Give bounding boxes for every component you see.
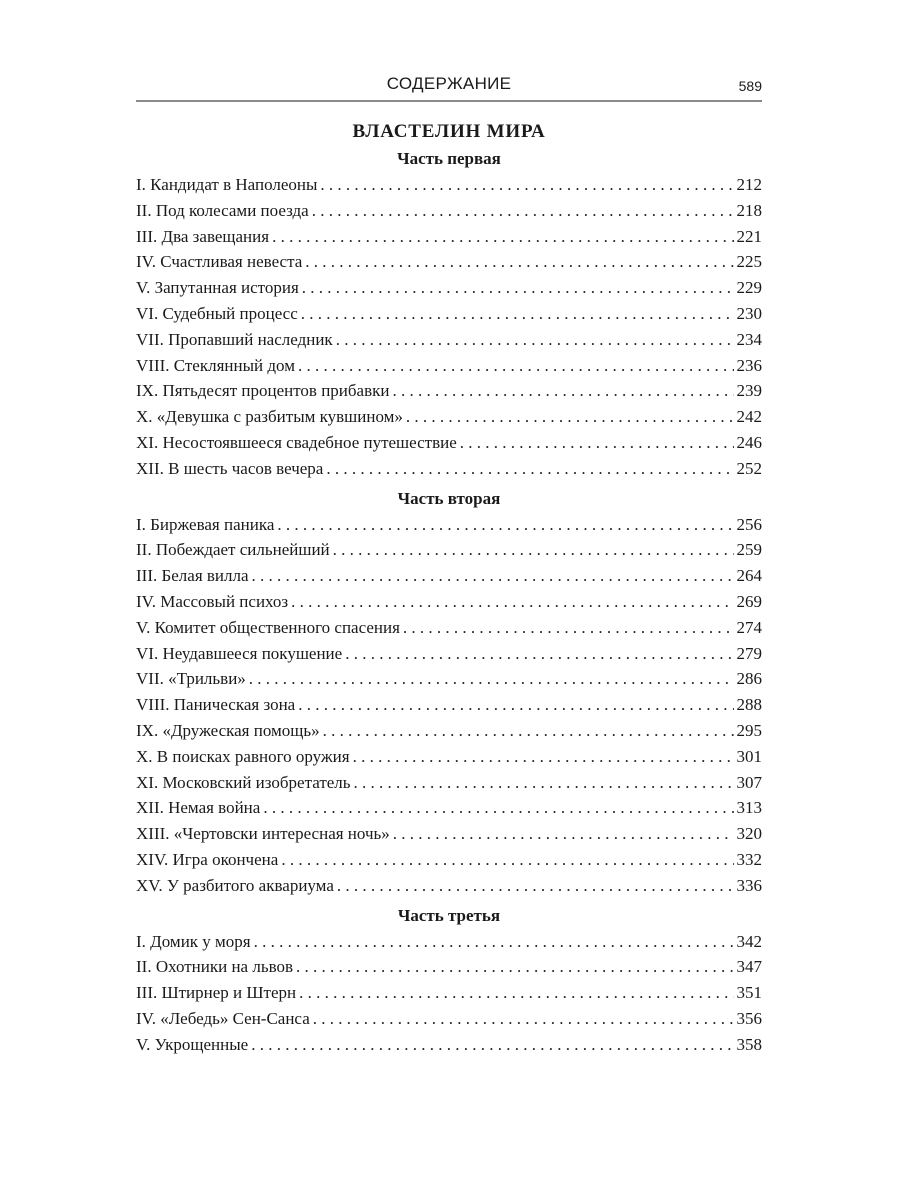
toc-entry-page-number: 229 [736, 278, 762, 298]
dot-leader [460, 430, 734, 456]
toc-entry-title: IV. «Лебедь» Сен-Санса [136, 1008, 310, 1028]
toc-entry-page-number: 295 [736, 720, 762, 740]
toc-entry-title: VII. Пропавший наследник [136, 329, 333, 349]
toc-entry-page-number: 242 [736, 407, 762, 427]
toc-entry-page-number: 351 [736, 983, 762, 1003]
header-title: СОДЕРЖАНИЕ [386, 74, 512, 93]
toc-entry-title: III. Белая вилла [136, 566, 249, 586]
dot-leader [392, 378, 733, 404]
toc-entry-page-number: 356 [736, 1008, 762, 1028]
toc-entry-page-number: 225 [736, 252, 762, 272]
toc-entry-title: IV. Счастливая невеста [136, 252, 303, 272]
toc-entry-title: V. Укрощенные [136, 1034, 249, 1054]
dot-leader [281, 847, 733, 873]
toc-entry-title: I. Биржевая паника [136, 514, 275, 534]
toc-entry-title: I. Домик у моря [136, 931, 251, 951]
toc-entry [136, 795, 762, 821]
toc-entry-title: V. Комитет общественного спасения [136, 617, 400, 637]
toc-entry-page-number: 358 [736, 1034, 762, 1054]
toc-entry [136, 563, 762, 589]
toc-entry [136, 929, 762, 955]
toc-entry [136, 744, 762, 770]
toc-entry-page-number: 286 [736, 669, 762, 689]
toc-entry [136, 692, 762, 718]
toc-entry-title: II. Под колесами поезда [136, 200, 309, 220]
toc-entry [136, 404, 762, 430]
toc-entry [136, 327, 762, 353]
toc-entry [136, 249, 762, 275]
toc-entry-page-number: 264 [736, 566, 762, 586]
toc-entry [136, 615, 762, 641]
toc-entry-title: XIII. «Чертовски интересная ночь» [136, 824, 390, 844]
toc-entry-page-number: 212 [736, 175, 762, 194]
toc-entry [136, 821, 762, 847]
dot-leader [403, 615, 734, 641]
dot-leader [298, 692, 733, 718]
toc-entry-title: IX. Пятьдесят процентов прибавки [136, 381, 390, 401]
toc-entry-page-number: 259 [736, 540, 762, 560]
part-title-2: Часть вторая [397, 488, 501, 508]
toc-entry-title: XII. Немая война [136, 798, 261, 818]
toc-entry [136, 641, 762, 667]
toc-entry-title: XII. В шесть часов вечера [136, 458, 324, 478]
toc-entry-title: XIV. Игра окончена [136, 849, 279, 869]
toc-entry [136, 954, 762, 980]
dot-leader [326, 456, 733, 482]
toc-entry [136, 666, 762, 692]
toc-entry-title: V. Запутанная история [136, 278, 299, 298]
dot-leader [345, 641, 733, 667]
dot-leader [254, 929, 734, 955]
part-title-1: Часть первая [397, 149, 501, 168]
toc-entry-page-number: 332 [736, 849, 762, 869]
toc-entry-title: VI. Судебный процесс [136, 303, 298, 323]
toc-entry-page-number: 246 [736, 432, 762, 452]
dot-leader [312, 198, 734, 224]
dot-leader [323, 718, 734, 744]
toc-entry [136, 378, 762, 404]
toc-entry-page-number: 218 [736, 200, 762, 220]
toc-entry-page-number: 307 [736, 772, 762, 792]
toc-entry [136, 980, 762, 1006]
toc-entry-title: XI. Московский изобретатель [136, 772, 351, 792]
dot-leader [298, 353, 734, 379]
toc-entry-page-number: 269 [736, 591, 762, 611]
running-header [136, 72, 762, 102]
toc-entry-page-number: 221 [736, 226, 762, 246]
toc-entry-title: II. Охотники на львов [136, 957, 294, 977]
toc-entry [136, 847, 762, 873]
toc-entry-title: VI. Неудавшееся покушение [136, 643, 343, 663]
part-1-entries [136, 172, 762, 482]
header-page-number: 589 [738, 78, 762, 94]
dot-leader [337, 873, 734, 899]
toc-entry [136, 589, 762, 615]
dot-leader [263, 795, 733, 821]
toc-entry-page-number: 256 [736, 514, 762, 534]
dot-leader [393, 821, 734, 847]
toc-entry [136, 770, 762, 796]
toc-entry [136, 301, 762, 327]
dot-leader [301, 301, 734, 327]
part-2-entries [136, 512, 762, 899]
toc-entry [136, 172, 762, 198]
dot-leader [272, 224, 733, 250]
toc-entry [136, 275, 762, 301]
dot-leader [251, 1032, 733, 1058]
toc-entry [136, 873, 762, 899]
toc-entry-page-number: 320 [736, 824, 762, 844]
dot-leader [249, 666, 734, 692]
dot-leader [353, 744, 734, 770]
toc-entry-title: VIII. Паническая зона [136, 695, 296, 715]
dot-leader [333, 537, 734, 563]
table-of-contents [136, 118, 762, 1058]
toc-entry-page-number: 288 [736, 695, 762, 715]
toc-entry-title: II. Побеждает сильнейший [136, 540, 330, 560]
toc-entry-title: XV. У разбитого аквариума [136, 875, 334, 895]
book-title: ВЛАСТЕЛИН МИРА [352, 121, 546, 142]
toc-entry [136, 430, 762, 456]
toc-entry-title: III. Два завещания [136, 226, 270, 246]
toc-entry-page-number: 234 [736, 329, 762, 349]
toc-entry [136, 718, 762, 744]
dot-leader [252, 563, 734, 589]
toc-entry-page-number: 279 [736, 643, 762, 663]
toc-entry [136, 512, 762, 538]
dot-leader [291, 589, 733, 615]
dot-leader [277, 512, 733, 538]
toc-entry-page-number: 301 [736, 746, 762, 766]
toc-entry-page-number: 336 [736, 875, 762, 895]
toc-entry [136, 353, 762, 379]
toc-entry [136, 1032, 762, 1058]
dot-leader [302, 275, 734, 301]
toc-entry [136, 537, 762, 563]
part-title-3: Часть третья [397, 905, 501, 925]
toc-entry-title: X. В поисках равного оружия [136, 746, 350, 766]
toc-entry-page-number: 342 [736, 931, 762, 951]
toc-entry-title: IX. «Дружеская помощь» [136, 720, 320, 740]
dot-leader [354, 770, 734, 796]
toc-entry-page-number: 239 [736, 381, 762, 401]
toc-entry-title: I. Кандидат в Наполеоны [136, 175, 318, 194]
toc-entry [136, 224, 762, 250]
toc-entry [136, 1006, 762, 1032]
dot-leader [299, 980, 733, 1006]
toc-entry-title: III. Штирнер и Штерн [136, 983, 297, 1003]
toc-entry-title: IV. Массовый психоз [136, 591, 289, 611]
toc-entry-title: VIII. Стеклянный дом [136, 355, 295, 375]
part-3-entries [136, 929, 762, 1058]
toc-entry-title: VII. «Трильви» [136, 669, 246, 689]
toc-entry [136, 456, 762, 482]
dot-leader [336, 327, 734, 353]
toc-entry [136, 198, 762, 224]
toc-entry-page-number: 313 [736, 798, 762, 818]
dot-leader [406, 404, 734, 430]
toc-entry-page-number: 252 [736, 458, 762, 478]
toc-entry-title: XI. Несостоявшееся свадебное путешествие [136, 432, 457, 452]
dot-leader [296, 954, 733, 980]
dot-leader [305, 249, 733, 275]
dot-leader [320, 172, 733, 198]
toc-entry-page-number: 274 [736, 617, 762, 637]
toc-entry-page-number: 230 [736, 303, 762, 323]
toc-entry-title: X. «Девушка с разбитым кувшином» [136, 407, 403, 427]
dot-leader [313, 1006, 734, 1032]
toc-entry-page-number: 347 [736, 957, 762, 977]
toc-entry-page-number: 236 [736, 355, 762, 375]
